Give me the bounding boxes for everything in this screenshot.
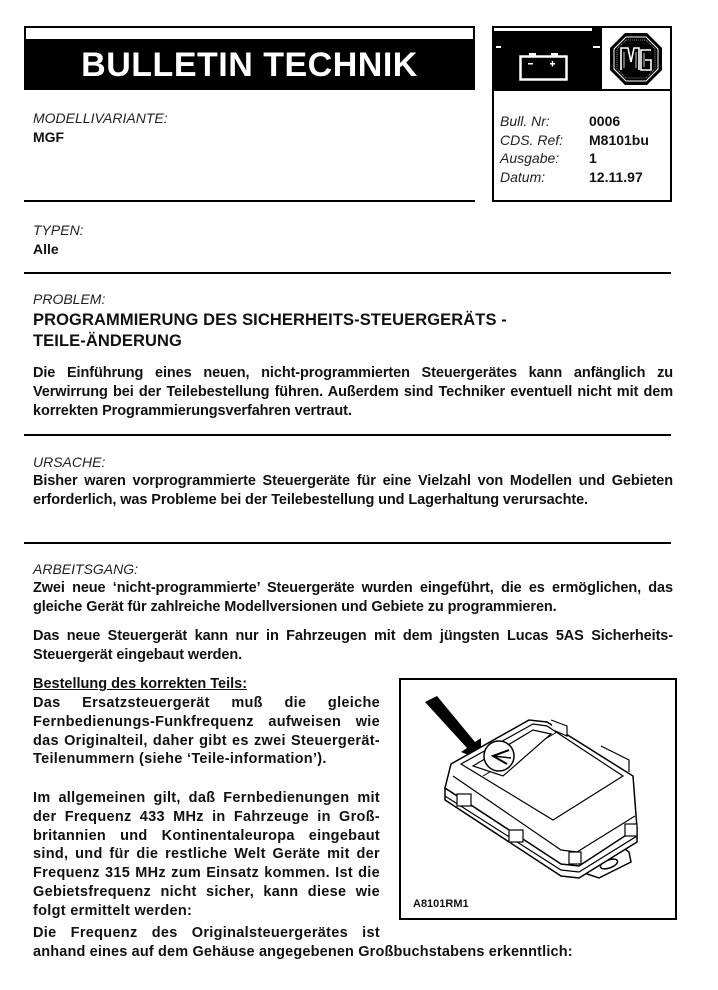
divider [24,272,671,274]
info-label: Bull. Nr: [500,113,550,129]
divider [24,434,671,436]
info-row-cds-ref [500,131,649,150]
divider [24,542,671,544]
procedure-label: ARBEITSGANG: [33,561,139,577]
frequency-text-line2: anhand eines auf dem Gehäuse angegebenen Großbuchstabens erkenntlich: [33,944,573,960]
problem-heading-line2: TEILE-ÄNDERUNG [33,332,182,350]
banner-top-stripe [26,28,473,39]
mg-logo-icon [609,32,663,86]
info-value: 0006 [589,113,621,129]
model-value: MGF [33,129,65,145]
control-unit-figure [399,678,677,920]
info-row-issue [500,149,649,168]
problem-heading-line1: PROGRAMMIERUNG DES SICHERHEITS-STEUERGERÄTS - [33,311,507,329]
problem-text: Die Einführung eines neuen, nicht-programmierten Steuergerätes kann anfänglich zu Verwirrung bei der Teilebestellung führen. Außerdem sind Techniker eventuell nicht mit dem korrekten Programmierungsverfahren vertraut. [33,365,673,419]
ordering-text-2: Im allgemeinen gilt, daß Fernbedienungen mit der Frequenz 433 MHz in Fahrzeuge in Groß-britannien und Kontinentaleuropa eingebaut sind, und für die restliche Welt Geräte mit der Frequenz 315 MHz zum Einsatz kommen. Ist die Gebietsfrequenz nicht sicher, kann diese wie folgt ermittelt werden: [33,790,380,919]
icon-row [494,28,670,91]
info-label: Datum: [500,168,546,185]
figure-caption: A8101RM1 [413,898,469,910]
info-value: 1 [589,150,597,166]
procedure-text-1: Zwei neue ‘nicht-programmierte’ Steuergeräte wurden eingeführt, die es ermöglichen, das gleiche Gerät für zahlreiche Modellversionen und Gebiete zu programmieren. [33,580,673,615]
ordering-text-1: Das Ersatzsteuergerät muß die gleiche Fernbedienungs-Funkfrequenz aufweisen wie das Originalteil, daher gibt es zwei Steuergerät-Teilenummern (siehe ‘Teile-information’). [33,695,380,768]
types-label: TYPEN: [33,222,84,238]
info-row-date [500,168,649,187]
info-label: Ausgabe: [500,150,560,166]
header-banner [24,26,475,90]
types-value: Alle [33,241,59,257]
page-title: BULLETIN TECHNIK [81,45,418,84]
procedure-text-2: Das neue Steuergerät kann nur in Fahrzeugen mit dem jüngsten Lucas 5AS Sicherheits-Steuergerät eingebaut werden. [33,628,673,663]
control-unit-illustration [401,680,675,918]
info-label: CDS. Ref: [500,131,564,148]
logo-panel [602,28,670,89]
problem-label: PROBLEM: [33,291,106,307]
model-label: MODELLIVARIANTE: [33,110,168,126]
bulletin-info-box [492,26,672,202]
info-row-bulletin-number [500,112,649,131]
divider [24,200,475,202]
battery-panel [494,28,602,89]
ordering-heading: Bestellung des korrekten Teils: [33,676,248,692]
cause-text: Bisher waren vorprogrammierte Steuergeräte für eine Vielzahl von Modellen und Gebieten erforderlich, was Probleme bei der Teilebestellung und Lagerhaltung verursachte. [33,473,673,508]
info-table [500,112,649,186]
info-value: M8101bu [589,131,649,148]
info-value: 12.11.97 [589,168,643,185]
cause-label: URSACHE: [33,454,106,470]
battery-icon [494,28,602,89]
frequency-text-line1: Die Frequenz des Originalsteuergerätes ist [33,925,380,941]
